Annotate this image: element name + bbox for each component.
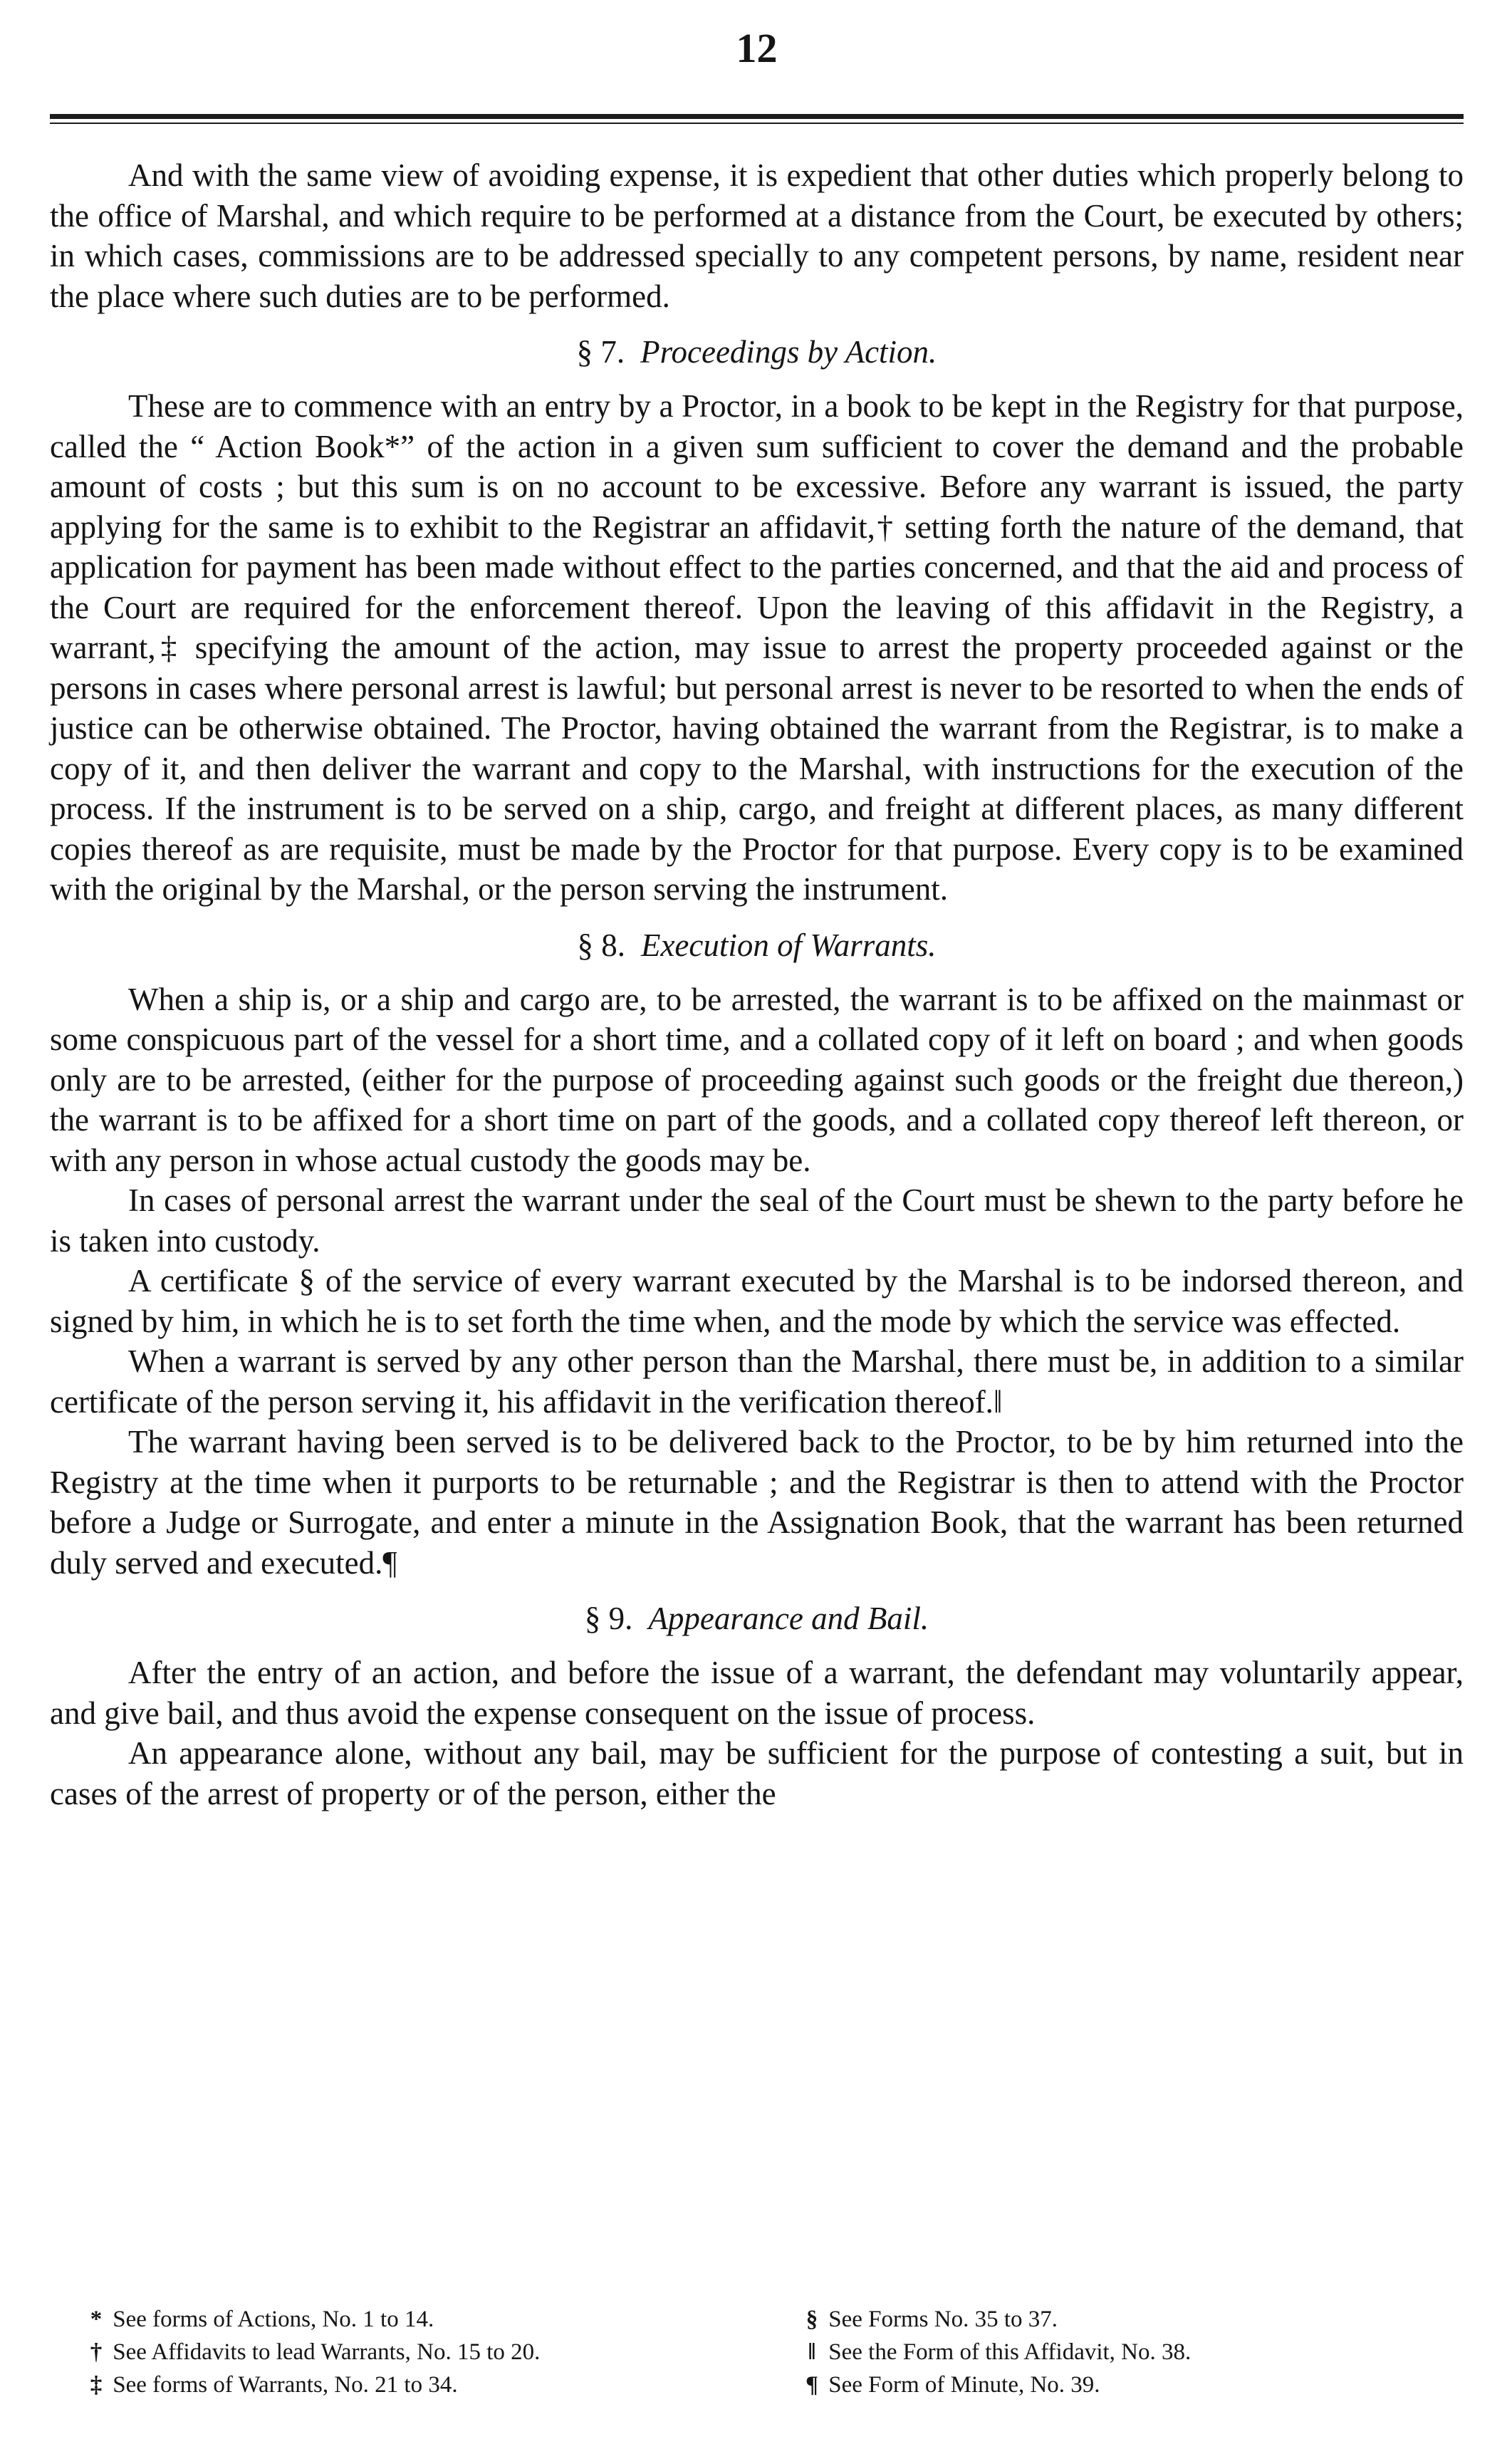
footnote	[85, 2369, 801, 2401]
section-8-paragraph-2: In cases of personal arrest the warrant under the seal of the Court must be shewn to the party before he is taken into custody.	[50, 1182, 1464, 1259]
section-9-heading	[50, 1596, 1464, 1641]
footnote-mark: *	[90, 2307, 103, 2332]
section-8-paragraph-4: When a warrant is served by any other person than the Marshal, there must be, in addition to a similar certificate of the person serving it, his affidavit in the verification thereof.‖	[50, 1343, 1464, 1420]
header-rule-thick	[50, 114, 1464, 119]
footnote	[801, 2304, 1439, 2335]
footnote-text: See forms of Actions, No. 1 to 14.	[113, 2307, 434, 2332]
page-number: 12	[736, 25, 778, 71]
section-7-paragraph-1: These are to commence with an entry by a Proctor, in a book to be kept in the Registry for that purpose, called the “ Action Book*” of the action in a given sum sufficient to cover the demand and the probable amount of costs ; but this sum is on no account to be excessive. Before any warrant is issued, the party applying for the same is to exhibit to the Registrar an affidavit,† setting forth the nature of the demand, that application for payment has been made without effect to the parties concerned, and that the aid and process of the Court are required for the enforcement thereof. Upon the leaving of this affidavit in the Registry, a warrant,‡ specifying the amount of the action, may issue to arrest the property proceeded against or the persons in cases where personal arrest is lawful; but personal arrest is never to be resorted to when the ends of justice can be otherwise obtained. The Proctor, having obtained the warrant from the Registrar, is to make a copy of it, and then deliver the warrant and copy to the Marshal, with instructions for the execution of the process. If the instrument is to be served on a ship, cargo, and freight at different places, as many different copies thereof as are requisite, must be made by the Proctor for that purpose. Every copy is to be examined with the original by the Marshal, or the person serving the instrument.	[50, 388, 1464, 907]
section-7-number: § 7.	[576, 334, 625, 370]
section-8-paragraph-3: A certificate § of the service of every warrant executed by the Marshal is to be indorsed thereon, and signed by him, in which he is to set forth the time when, and the mode by which the service was effected.	[50, 1263, 1464, 1339]
footnote-mark: ‡	[90, 2372, 103, 2398]
document-page	[50, 20, 1464, 2428]
section-8-paragraph-1: When a ship is, or a ship and cargo are, to be arrested, the warrant is to be affixed on the mainmast or some conspicuous part of the vessel for a short time, and a collated copy of it left on board ; and when goods only are to be arrested, (either for the purpose of proceeding against such goods or the freight due thereon,) the warrant is to be affixed for a short time on part of the goods, and a collated copy thereof left thereon, or with any person in whose actual custody the goods may be.	[50, 981, 1464, 1178]
footnote-mark: †	[90, 2339, 103, 2365]
footnote-mark: §	[805, 2307, 818, 2332]
header-rule-thin	[50, 123, 1464, 124]
footnote-mark: ‖	[808, 2339, 816, 2365]
footnote-text: See Affidavits to lead Warrants, No. 15 to 20.	[113, 2339, 541, 2365]
intro-paragraph: And with the same view of avoiding expense, it is expedient that other duties which properly belong to the office of Marshal, and which require to be performed at a distance from the Court, be executed by others; in which cases, commissions are to be addressed specially to any competent persons, by name, resident near the place where such duties are to be performed.	[50, 157, 1464, 314]
footnote	[801, 2369, 1439, 2401]
footnote-text: See forms of Warrants, No. 21 to 34.	[113, 2372, 458, 2398]
section-8-title: Execution of Warrants.	[640, 927, 937, 963]
section-8-heading	[50, 922, 1464, 968]
section-8-number: § 8.	[577, 927, 625, 963]
footnote-mark: ¶	[805, 2372, 818, 2398]
section-9-paragraph-1: After the entry of an action, and before the issue of a warrant, the defendant may voluntarily appear, and give bail, and thus avoid the expense consequent on the issue of process.	[50, 1655, 1464, 1731]
footnote-text: See Forms No. 35 to 37.	[828, 2307, 1058, 2332]
footnote-text: See the Form of this Affidavit, No. 38.	[828, 2339, 1192, 2365]
section-8-paragraph-5: The warrant having been served is to be delivered back to the Proctor, to be by him returned into the Registry at the time when it purports to be returnable ; and the Registrar is then to attend with the Proctor before a Judge or Surrogate, and enter a minute in the Assignation Book, that the warrant has been returned duly served and executed.¶	[50, 1424, 1464, 1581]
body-text	[50, 155, 1464, 1814]
section-9-title: Appearance and Bail.	[648, 1601, 929, 1636]
footnote	[85, 2336, 801, 2368]
footnote-text: See Form of Minute, No. 39.	[828, 2372, 1100, 2398]
footnote	[85, 2304, 801, 2335]
section-7-title: Proceedings by Action.	[640, 334, 937, 370]
footnote	[801, 2336, 1439, 2368]
section-9-number: § 9.	[584, 1601, 633, 1636]
section-7-heading	[50, 329, 1464, 375]
section-9-paragraph-2: An appearance alone, without any bail, may be sufficient for the purpose of contesting a suit, but in cases of the arrest of property or of the person, either the	[50, 1735, 1464, 1811]
footnotes	[85, 2304, 1439, 2401]
